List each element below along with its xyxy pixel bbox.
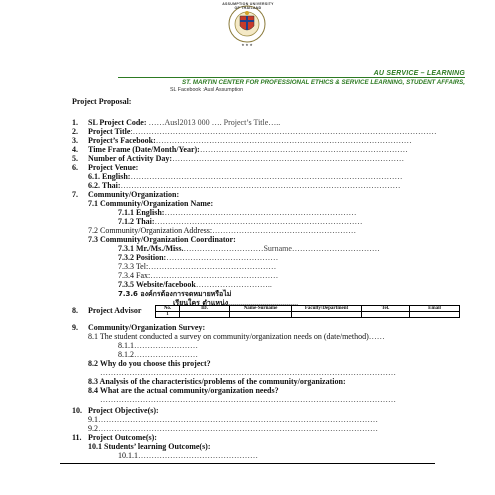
form-line	[118, 451, 258, 460]
table-header: Email	[410, 306, 460, 312]
form-line	[118, 253, 278, 262]
field-label: เรียนใคร ตำแหน่ง	[173, 299, 229, 307]
form-line	[88, 181, 401, 190]
field-label: Project Outcome(s):	[88, 433, 157, 442]
table-cell	[230, 312, 292, 318]
field-label: 7.3.6 องค์กรต้องการจดหมายหรือไม่	[118, 290, 232, 298]
table-cell	[410, 312, 460, 318]
field-label: 9.2	[88, 424, 98, 433]
table-header: ID.	[180, 306, 230, 312]
field-label: 8.3 Analysis of the characteristics/problems of the community/organization:	[88, 377, 346, 386]
form-line	[72, 136, 412, 145]
field-label: 6.2. Thai:	[88, 181, 121, 190]
form-line	[88, 415, 378, 424]
form-line	[72, 145, 408, 154]
field-value[interactable]: …………………………………………………………………………………………	[130, 172, 403, 181]
item-number: 6.	[72, 163, 78, 172]
university-seal-logo	[226, 4, 268, 48]
field-label: 7.3.3 Tel:	[118, 262, 149, 271]
table-row	[156, 312, 460, 318]
field-value[interactable]: …………………………………………	[150, 271, 279, 280]
form-line	[118, 217, 363, 226]
field-label: 8.4 What are the actual community/organization needs?	[88, 386, 279, 395]
seal-text: ASSUMPTION UNIVERSITY OF THAILAND	[222, 2, 274, 10]
form-line	[72, 323, 205, 332]
form-line	[72, 118, 280, 127]
form-line	[88, 172, 402, 181]
form-line	[72, 306, 141, 315]
field-value[interactable]: ……………………………………………………………………………………………	[98, 415, 378, 424]
facebook-reference: SL Facebook :Ausl Assumption	[170, 87, 244, 93]
field-value[interactable]: ……………………	[134, 350, 198, 359]
form-line	[100, 395, 396, 404]
item-number: 11.	[72, 433, 82, 442]
field-value[interactable]: ……………………………………………………………………………………	[155, 136, 412, 145]
svg-text:★ ★ ★: ★ ★ ★	[241, 43, 253, 47]
field-value[interactable]: ……………………………………………………………………………	[172, 154, 405, 163]
field-label: Project Venue:	[88, 163, 139, 172]
form-line	[118, 262, 276, 271]
field-label: 10.1 Students’ learning Outcome(s):	[88, 442, 211, 451]
form-line	[88, 332, 385, 341]
field-label: 7.1 Community/Organization Name:	[88, 199, 214, 208]
field-value[interactable]: ……………………………………	[166, 253, 279, 262]
form-line	[72, 406, 159, 415]
field-label: 8.2 Why do you choose this project?	[88, 359, 211, 368]
field-label: Project Advisor	[88, 306, 142, 315]
field-value[interactable]: …………………………Surname……………………………	[183, 244, 380, 253]
service-learning-label: AU SERVICE – LEARNING	[373, 70, 465, 77]
table-cell	[362, 312, 410, 318]
item-number: 8.	[72, 306, 78, 315]
item-number: 1.	[72, 118, 78, 127]
field-label: 8.1.1	[118, 341, 134, 350]
table-cell	[180, 312, 230, 318]
form-line	[88, 442, 211, 451]
field-value[interactable]: :……………………………………………………………………………………………………	[130, 127, 437, 136]
field-value[interactable]: ……………………………………………………………………………………………	[120, 181, 401, 190]
form-line	[118, 244, 380, 253]
item-number: 2.	[72, 127, 78, 136]
advisor-table	[155, 305, 460, 318]
field-label: Project Objective(s):	[88, 406, 159, 415]
field-value[interactable]: ……………………………………………………………………	[154, 217, 363, 226]
form-line	[118, 271, 278, 280]
field-label: 6.1. English:	[88, 172, 131, 181]
center-name: ST. MARTIN CENTER FOR PROFESSIONAL ETHICS & SERVICE LEARNING, STUDENT AFFAIRS,	[181, 79, 465, 86]
field-label: Time Frame (Date/Month/Year):	[88, 145, 200, 154]
item-number: 9.	[72, 323, 78, 332]
field-value[interactable]: ……	[368, 332, 385, 341]
table-cell: 1	[156, 312, 180, 318]
field-label: 7.3.5 Website/facebook	[118, 280, 196, 289]
field-value[interactable]: ……………………………………………………………………………………………	[98, 424, 378, 433]
field-value[interactable]: ……Ausl2013 000 …. Project’s Title…..	[146, 118, 281, 127]
field-value[interactable]: ………………………..	[195, 280, 272, 289]
form-line	[88, 377, 346, 386]
field-value[interactable]: ………………………………………………	[212, 226, 357, 235]
page-bottom-rule	[60, 463, 435, 464]
form-line	[118, 350, 198, 359]
form-line	[72, 163, 138, 172]
field-label: 8.1.2	[118, 350, 134, 359]
form-line	[72, 154, 404, 163]
form-line	[88, 424, 378, 433]
field-label: 7.3.1 Mr./Ms./Miss.	[118, 244, 184, 253]
field-label: 10.1.1	[118, 451, 138, 460]
field-label: Number of Activity Day:	[88, 154, 173, 163]
table-header: Tel.	[362, 306, 410, 312]
field-value[interactable]: ...................................	[228, 298, 299, 307]
field-label: Community/Organization:	[88, 190, 180, 199]
field-label: Project Title	[88, 127, 131, 136]
table-header: Faculty/Department	[292, 306, 362, 312]
field-value[interactable]: ………………………………………………………………	[164, 208, 357, 217]
field-value[interactable]: ………………………………………	[138, 451, 258, 460]
form-line	[88, 359, 211, 368]
item-number: 10.	[72, 406, 82, 415]
header-divider	[118, 77, 465, 78]
field-value[interactable]: …………………………………………………………………………………………………	[100, 368, 396, 377]
field-value[interactable]: ……………………………………………………………………	[199, 145, 408, 154]
field-value[interactable]: …………………………………………	[148, 262, 277, 271]
field-label: Community/Organization Survey:	[88, 323, 206, 332]
form-line	[88, 226, 356, 235]
field-label: 7.3 Community/Organization Coordinator:	[88, 235, 236, 244]
form-line	[72, 127, 437, 136]
field-label: 7.1.2 Thai:	[118, 217, 155, 226]
document-title: Project Proposal:	[72, 97, 132, 106]
field-label: 7.2 Community/Organization Address:	[88, 226, 213, 235]
item-number: 7.	[72, 190, 78, 199]
field-label: Project’s Facebook:	[88, 136, 156, 145]
form-line	[118, 280, 272, 289]
item-number: 5.	[72, 154, 78, 163]
form-line	[118, 208, 356, 217]
field-value[interactable]: ……………………	[134, 341, 198, 350]
table-cell	[292, 312, 362, 318]
table-header: No.	[156, 306, 180, 312]
table-header: Name-Surname	[230, 306, 292, 312]
field-label: 9.1	[88, 415, 98, 424]
field-label: 7.3.4 Fax:	[118, 271, 151, 280]
item-number: 4.	[72, 145, 78, 154]
form-line	[100, 368, 396, 377]
form-line	[118, 341, 198, 350]
field-label: 7.1.1 English:	[118, 208, 165, 217]
form-line	[88, 235, 236, 244]
form-line	[88, 386, 279, 395]
field-label: 8.1 The student conducted a survey on community/organization needs on (date/method)	[88, 332, 369, 341]
field-label: 7.3.2 Position:	[118, 253, 167, 262]
form-line	[72, 190, 179, 199]
form-line	[88, 199, 213, 208]
field-value[interactable]: …………………………………………………………………………………………………	[100, 395, 396, 404]
item-number: 3.	[72, 136, 78, 145]
form-line	[72, 433, 157, 442]
field-label: SL Project Code:	[88, 118, 147, 127]
